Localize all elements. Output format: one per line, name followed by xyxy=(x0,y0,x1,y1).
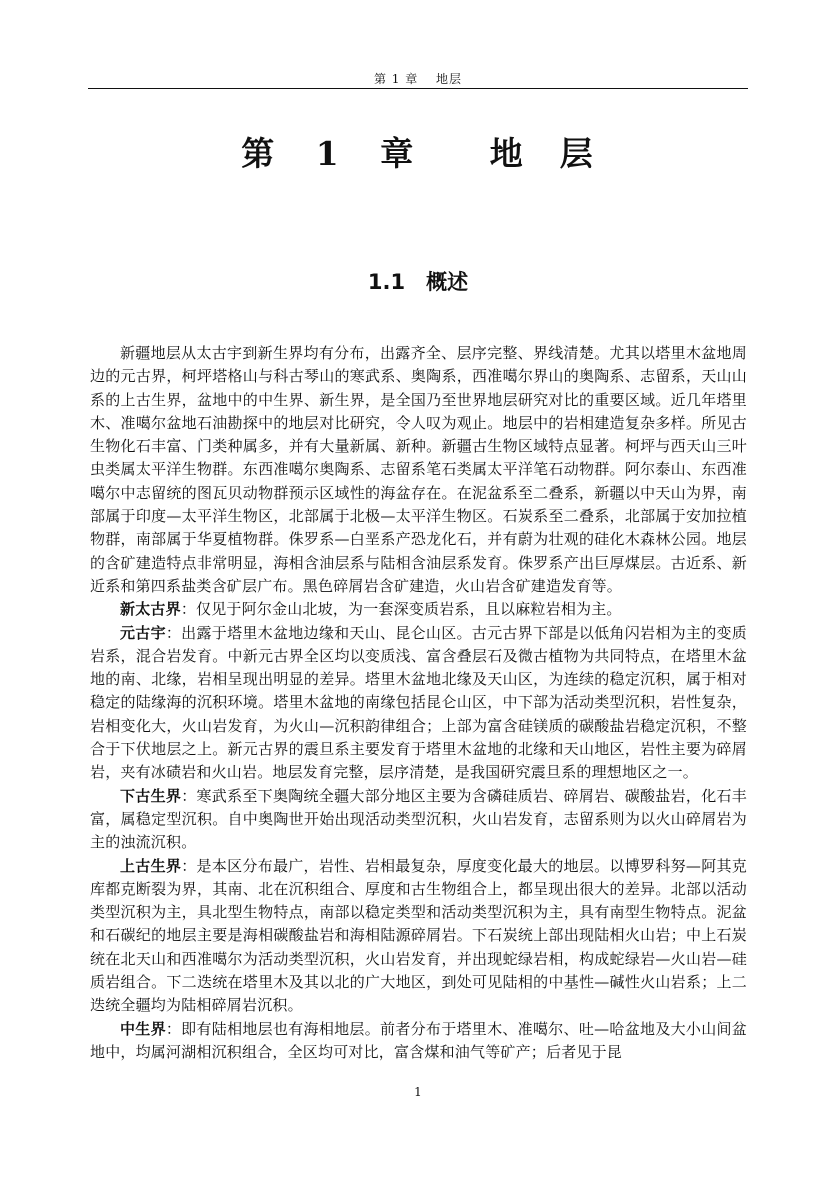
header-rule xyxy=(88,88,748,89)
paragraph-text: ：仅见于阿尔金山北坡，为一套深变质岩系，且以麻粒岩相为主。 xyxy=(180,600,622,619)
paragraph-text: ：寒武系至下奥陶统全疆大部分地区主要为含磷硅质岩、碎屑岩、碳酸盐岩，化石丰富，属稳定型沉积。自中奥陶世开始出现活动类型沉积，火山岩发育，志留系则为以火山碎屑岩为主的浊流沉积。 xyxy=(90,786,747,852)
paragraph-text: 新疆地层从太古宇到新生界均有分布，出露齐全、层序完整、界线清楚。尤其以塔里木盆地周边的元古界，柯坪塔格山与科古琴山的寒武系、奥陶系，西准噶尔界山的奥陶系、志留系，天山山系的上古生界，盆地中的中生界、新生界，是全国乃至世界地层研究对比的重要区域。近几年塔里木、准噶尔盆地石油勘探中的地层对比研究，令人叹为观止。地层中的岩相建造复杂多样。所见古生物化石丰富、门类种属多，并有大量新属、新种。新疆古生物区域特点显著。柯坪与西天山三叶虫类属太平洋生物群。东西准噶尔奥陶系、志留系笔石类属太平洋笔石动物群。阿尔泰山、东西准噶尔中志留统的图瓦贝动物群预示区域性的海盆存在。在泥盆系至二叠系，新疆以中天山为界，南部属于印度—太平洋生物区，北部属于北极—太平洋生物区。石炭系至二叠系，北部属于安加拉植物群，南部属于华夏植物群。侏罗系—白垩系产恐龙化石，并有蔚为壮观的硅化木森林公园。地层的含矿建造特点非常明显，海相含油层系与陆相含油层系发育。侏罗系产出巨厚煤层。古近系、新近系和第四系盐类含矿层广布。黑色碎屑岩含矿建造，火山岩含矿建造发育等。 xyxy=(90,344,747,595)
paragraph-term: 上古生界 xyxy=(120,856,182,875)
paragraph-overview xyxy=(90,342,747,598)
paragraph-text: ：即有陆相地层也有海相地层。前者分布于塔里木、准噶尔、吐—哈盆地及大小山间盆地中，均属河湖相沉积组合，全区均可对比，富含煤和油气等矿产；后者见于昆 xyxy=(90,1019,747,1061)
running-head: 第 1 章 地层 xyxy=(373,72,463,86)
paragraph-term: 元古宇 xyxy=(120,623,166,642)
body-text xyxy=(90,342,747,1064)
page-number: 1 xyxy=(414,1085,422,1099)
paragraph-mesozoic xyxy=(90,1018,747,1065)
paragraph-term: 下古生界 xyxy=(120,786,182,805)
section-title: 1.1 概述 xyxy=(367,270,469,294)
paragraph-proterozoic xyxy=(90,622,747,785)
paragraph-term: 中生界 xyxy=(120,1019,166,1038)
paragraph-term: 新太古界 xyxy=(120,600,181,619)
paragraph-text: ：出露于塔里木盆地边缘和天山、昆仑山区。古元古界下部是以低角闪岩相为主的变质岩系，混合岩发育。中新元古界全区均以变质浅、富含叠层石及微古植物为共同特点，在塔里木盆地的南、北缘，岩相呈现出明显的差异。塔里木盆地北缘及天山区，为连续的稳定沉积，属于相对稳定的陆缘海的沉积环境。塔里木盆地的南缘包括昆仑山区，中下部为活动类型沉积，岩性复杂，岩相变化大，火山岩发育，为火山—沉积韵律组合；上部为富含硅镁质的碳酸盐岩稳定沉积，不整合于下伏地层之上。新元古界的震旦系主要发育于塔里木盆地的北缘和天山地区，岩性主要为碎屑岩，夹有冰碛岩和火山岩。地层发育完整，层序清楚，是我国研究震旦系的理想地区之一。 xyxy=(90,623,747,782)
paragraph-lower-paleozoic xyxy=(90,785,747,855)
paragraph-text: ：是本区分布最广，岩性、岩相最复杂，厚度变化最大的地层。以博罗科努—阿其克库都克断裂为界，其南、北在沉积组合、厚度和古生物组合上，都呈现出很大的差异。北部以活动类型沉积为主，具北型生物特点，南部以稳定类型和活动类型沉积为主，具有南型生物特点。泥盆和石碳纪的地层主要是海相碳酸盐岩和海相陆源碎屑岩。下石炭统上部出现陆相火山岩；中上石炭统在北天山和西准噶尔为活动类型沉积，火山岩发育，并出现蛇绿岩相，构成蛇绿岩—火山岩—硅质岩组合。下二迭统在塔里木及其以北的广大地区，到处可见陆相的中基性—碱性火山岩系；上二迭统全疆均为陆相碎屑岩沉积。 xyxy=(90,856,747,1015)
chapter-title: 第 1 章 地 层 xyxy=(241,134,595,173)
paragraph-neoarchean xyxy=(90,598,747,621)
paragraph-upper-paleozoic xyxy=(90,855,747,1018)
